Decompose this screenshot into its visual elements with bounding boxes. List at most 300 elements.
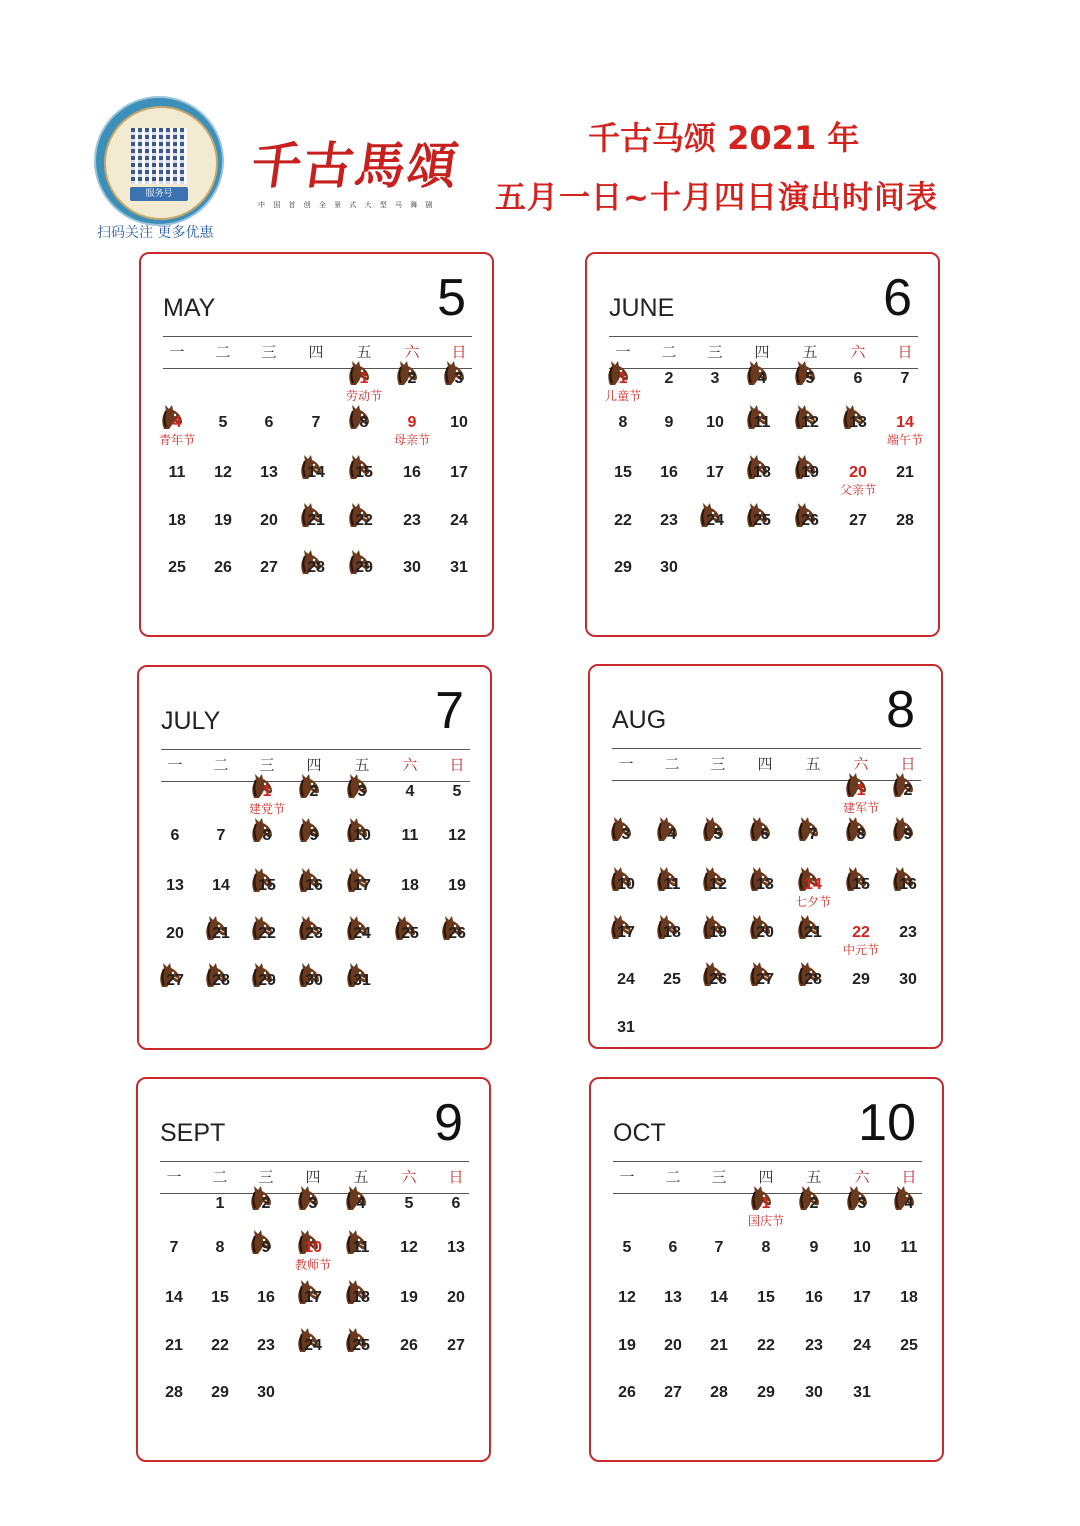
day-cell[interactable] [838,1235,886,1271]
day-cell[interactable] [742,1380,790,1416]
day-number: 23 [805,1337,823,1354]
day-number: 12 [448,827,466,844]
day-cell[interactable] [738,508,786,544]
day-cell[interactable] [151,823,199,859]
day-cell[interactable] [199,508,247,544]
day-cell[interactable] [388,555,436,591]
day-number: 21 [307,512,325,529]
day-cell[interactable] [599,366,647,402]
day-cell[interactable] [790,1235,838,1271]
day-cell[interactable] [741,920,789,956]
weekday-header: 二 [665,1168,681,1186]
day-cell[interactable] [603,1333,651,1369]
day-cell[interactable] [433,823,481,859]
day-cell[interactable] [742,1333,790,1369]
weekday-header: 一 [615,343,631,361]
day-number: 7 [900,370,910,387]
day-cell[interactable] [884,822,932,858]
day-number: 19 [801,464,819,481]
weekday-header: 三 [258,1168,274,1186]
day-cell[interactable] [834,508,882,544]
day-cell[interactable] [837,920,885,956]
day-cell[interactable] [150,1285,198,1321]
day-cell[interactable] [645,410,693,446]
day-cell[interactable] [338,968,386,1004]
weekday-header: 五 [356,343,372,361]
day-number: 19 [448,877,466,894]
day-number: 28 [165,1384,183,1401]
day-number: 27 [166,972,184,989]
holiday-label: 母亲节 [393,433,430,447]
day-number: 4 [667,826,677,843]
day-cell[interactable] [741,967,789,1003]
day-cell[interactable] [196,1285,244,1321]
day-cell[interactable] [435,366,483,402]
day-cell[interactable] [694,822,742,858]
day-cell[interactable] [290,873,338,909]
day-cell[interactable] [196,1333,244,1369]
day-cell[interactable] [691,410,739,446]
day-cell[interactable] [884,967,932,1003]
holiday-label: 建军节 [842,801,879,815]
day-cell[interactable] [242,1380,290,1416]
day-number: 9 [664,414,674,431]
day-cell[interactable] [245,508,293,544]
weekday-header: 一 [167,756,183,774]
day-number: 26 [801,512,819,529]
day-number: 25 [401,925,419,942]
day-number: 24 [706,512,724,529]
divider [160,1161,469,1162]
day-cell[interactable] [790,1333,838,1369]
day-number: 13 [664,1289,682,1306]
day-number: 8 [262,827,272,844]
day-number: 31 [617,1019,635,1036]
day-cell[interactable] [199,410,247,446]
day-cell[interactable] [196,1191,244,1227]
day-cell[interactable] [648,967,696,1003]
day-number: 13 [849,414,867,431]
day-cell[interactable] [603,1285,651,1321]
day-cell[interactable] [245,410,293,446]
day-cell[interactable] [884,872,932,908]
day-cell[interactable] [881,460,929,496]
weekday-header: 四 [306,756,322,774]
day-cell[interactable] [196,1380,244,1416]
day-cell[interactable] [603,1235,651,1271]
day-cell[interactable] [197,921,245,957]
month-name: MAY [163,294,216,322]
day-cell[interactable] [435,460,483,496]
day-cell[interactable] [153,555,201,591]
day-cell[interactable] [199,460,247,496]
day-cell[interactable] [695,1285,743,1321]
weekday-header: 三 [261,343,277,361]
day-cell[interactable] [884,778,932,814]
day-cell[interactable] [340,555,388,591]
day-cell[interactable] [694,920,742,956]
day-cell[interactable] [691,508,739,544]
day-cell[interactable] [602,1015,650,1051]
day-cell[interactable] [790,1191,838,1227]
month-card-sept [136,1077,491,1462]
day-number: 29 [355,559,373,576]
day-cell[interactable] [196,1235,244,1271]
day-number: 30 [403,559,421,576]
day-cell[interactable] [386,921,434,957]
day-cell[interactable] [838,1285,886,1321]
day-cell[interactable] [153,460,201,496]
day-number: 22 [852,924,870,941]
day-cell[interactable] [197,823,245,859]
day-cell[interactable] [388,366,436,402]
day-cell[interactable] [649,1380,697,1416]
day-cell[interactable] [599,508,647,544]
day-cell[interactable] [786,366,834,402]
day-cell[interactable] [243,823,291,859]
day-cell[interactable] [242,1285,290,1321]
day-cell[interactable] [242,1333,290,1369]
weekday-header: 日 [449,756,465,774]
day-cell[interactable] [599,555,647,591]
day-cell[interactable] [435,410,483,446]
day-number: 9 [903,826,913,843]
day-cell[interactable] [695,1380,743,1416]
day-cell[interactable] [884,920,932,956]
day-cell[interactable] [150,1380,198,1416]
day-cell[interactable] [694,967,742,1003]
day-number: 15 [258,877,276,894]
day-number: 2 [664,370,674,387]
day-cell[interactable] [388,410,436,446]
day-number: 7 [216,827,226,844]
day-number: 9 [261,1239,271,1256]
day-number: 6 [264,414,274,431]
day-number: 21 [710,1337,728,1354]
day-cell[interactable] [599,410,647,446]
day-cell[interactable] [881,508,929,544]
day-cell[interactable] [432,1235,480,1271]
day-cell[interactable] [602,822,650,858]
day-number: 10 [617,876,635,893]
day-number: 5 [452,783,462,800]
day-cell[interactable] [435,555,483,591]
day-cell[interactable] [385,1285,433,1321]
day-cell[interactable] [150,1333,198,1369]
day-number: 15 [211,1289,229,1306]
day-number: 11 [352,1239,370,1256]
weekday-header: 二 [213,756,229,774]
day-number: 25 [168,559,186,576]
day-cell[interactable] [433,873,481,909]
day-number: 30 [305,972,323,989]
month-name: JULY [161,707,221,735]
weekday-header: 日 [897,343,913,361]
day-cell[interactable] [649,1235,697,1271]
day-number: 1 [359,370,369,387]
day-number: 23 [257,1337,275,1354]
day-cell[interactable] [742,1235,790,1271]
day-number: 14 [165,1289,183,1306]
day-cell[interactable] [151,968,199,1004]
day-cell[interactable] [242,1191,290,1227]
day-cell[interactable] [385,1235,433,1271]
day-cell[interactable] [885,1333,933,1369]
day-cell[interactable] [386,779,434,815]
day-number: 23 [899,924,917,941]
day-cell[interactable] [432,1333,480,1369]
day-cell[interactable] [151,873,199,909]
day-cell[interactable] [602,967,650,1003]
day-cell[interactable] [338,779,386,815]
day-cell[interactable] [738,460,786,496]
day-cell[interactable] [386,823,434,859]
day-cell[interactable] [599,460,647,496]
day-cell[interactable] [789,822,837,858]
day-number: 3 [308,1195,318,1212]
day-number: 25 [900,1337,918,1354]
day-number: 31 [353,972,371,989]
day-cell[interactable] [386,873,434,909]
holiday-label: 端午节 [886,433,923,447]
day-number: 13 [260,464,278,481]
holiday-label: 建党节 [248,802,285,816]
day-cell[interactable] [838,1333,886,1369]
day-cell[interactable] [648,822,696,858]
brand-subtitle: 中 国 首 创 全 景 式 大 型 马 舞 剧 [258,201,436,209]
day-cell[interactable] [337,1191,385,1227]
month-card-may [139,252,494,637]
day-cell[interactable] [838,1191,886,1227]
day-number: 11 [753,414,771,431]
day-cell[interactable] [786,508,834,544]
day-cell[interactable] [691,366,739,402]
day-number: 20 [166,925,184,942]
day-cell[interactable] [885,1235,933,1271]
day-cell[interactable] [243,779,291,815]
day-number: 2 [903,782,913,799]
day-number: 12 [400,1239,418,1256]
month-card-june [585,252,940,637]
day-cell[interactable] [245,555,293,591]
day-cell[interactable] [289,1285,337,1321]
day-number: 2 [309,783,319,800]
day-cell[interactable] [150,1235,198,1271]
day-cell[interactable] [742,1191,790,1227]
day-number: 22 [211,1337,229,1354]
day-cell[interactable] [881,366,929,402]
day-cell[interactable] [338,873,386,909]
day-cell[interactable] [435,508,483,544]
holiday-label: 七夕节 [794,895,831,909]
day-number: 25 [663,971,681,988]
day-cell[interactable] [290,921,338,957]
day-cell[interactable] [433,921,481,957]
logo-badge: 服务号 [130,187,188,201]
day-cell[interactable] [337,1285,385,1321]
day-number: 10 [853,1239,871,1256]
day-cell[interactable] [388,460,436,496]
day-cell[interactable] [789,872,837,908]
day-number: 21 [896,464,914,481]
day-cell[interactable] [151,921,199,957]
day-cell[interactable] [292,555,340,591]
day-cell[interactable] [337,1235,385,1271]
day-cell[interactable] [337,1333,385,1369]
day-cell[interactable] [432,1285,480,1321]
day-number: 18 [753,464,771,481]
day-cell[interactable] [837,872,885,908]
day-number: 3 [621,826,631,843]
day-number: 29 [852,971,870,988]
day-cell[interactable] [695,1333,743,1369]
day-cell[interactable] [786,410,834,446]
day-number: 16 [805,1289,823,1306]
day-cell[interactable] [292,460,340,496]
weekday-header: 二 [661,343,677,361]
day-number: 8 [761,1239,771,1256]
day-number: 8 [618,414,628,431]
day-cell[interactable] [153,410,201,446]
day-number: 15 [355,464,373,481]
divider [609,336,918,337]
day-cell[interactable] [694,872,742,908]
day-cell[interactable] [602,920,650,956]
day-cell[interactable] [245,460,293,496]
day-number: 27 [260,559,278,576]
day-number: 20 [664,1337,682,1354]
day-number: 4 [757,370,767,387]
day-cell[interactable] [834,366,882,402]
day-cell[interactable] [649,1285,697,1321]
day-cell[interactable] [338,823,386,859]
day-cell[interactable] [649,1333,697,1369]
day-number: 7 [169,1239,179,1256]
holiday-label: 父亲节 [839,483,876,497]
day-cell[interactable] [199,555,247,591]
day-number: 20 [447,1289,465,1306]
day-number: 4 [172,414,182,431]
day-cell[interactable] [289,1333,337,1369]
day-cell[interactable] [153,508,201,544]
day-number: 3 [857,1195,867,1212]
day-cell[interactable] [738,410,786,446]
day-number: 6 [668,1239,678,1256]
day-cell[interactable] [243,968,291,1004]
day-number: 9 [809,1239,819,1256]
day-number: 16 [899,876,917,893]
day-cell[interactable] [645,366,693,402]
day-cell[interactable] [834,460,882,496]
day-cell[interactable] [432,1191,480,1227]
day-number: 29 [614,559,632,576]
day-cell[interactable] [289,1235,337,1271]
day-cell[interactable] [340,366,388,402]
day-cell[interactable] [738,366,786,402]
month-number: 8 [886,681,915,739]
day-cell[interactable] [338,921,386,957]
day-cell[interactable] [289,1191,337,1227]
day-cell[interactable] [388,508,436,544]
day-cell[interactable] [691,460,739,496]
day-cell[interactable] [648,920,696,956]
day-cell[interactable] [197,968,245,1004]
qr-code-logo[interactable] [96,98,222,224]
day-cell[interactable] [292,410,340,446]
day-number: 8 [856,826,866,843]
month-name: OCT [613,1119,666,1147]
page-subtitle: 五月一日~十月四日演出时间表 [495,180,938,216]
weekday-header: 三 [259,756,275,774]
weekday-header: 一 [169,343,185,361]
day-number: 23 [305,925,323,942]
day-cell[interactable] [292,508,340,544]
day-cell[interactable] [645,508,693,544]
day-cell[interactable] [790,1285,838,1321]
day-cell[interactable] [837,822,885,858]
weekday-header: 五 [354,756,370,774]
day-number: 14 [710,1289,728,1306]
day-cell[interactable] [385,1191,433,1227]
day-number: 19 [618,1337,636,1354]
day-cell[interactable] [340,508,388,544]
weekday-header: 三 [707,343,723,361]
day-cell[interactable] [243,921,291,957]
weekday-header: 五 [805,755,821,773]
month-card-oct [589,1077,944,1462]
day-number: 5 [218,414,228,431]
day-number: 12 [709,876,727,893]
day-number: 18 [401,877,419,894]
day-cell[interactable] [838,1380,886,1416]
day-cell[interactable] [885,1191,933,1227]
day-cell[interactable] [742,1285,790,1321]
day-cell[interactable] [695,1235,743,1271]
day-cell[interactable] [603,1380,651,1416]
day-cell[interactable] [645,555,693,591]
day-cell[interactable] [433,779,481,815]
day-number: 11 [168,464,186,481]
weekday-header: 一 [618,755,634,773]
month-name: JUNE [609,294,675,322]
day-cell[interactable] [290,968,338,1004]
day-cell[interactable] [602,872,650,908]
day-cell[interactable] [837,778,885,814]
day-cell[interactable] [290,823,338,859]
day-cell[interactable] [243,873,291,909]
weekday-header: 六 [854,1168,870,1186]
day-cell[interactable] [385,1333,433,1369]
day-cell[interactable] [885,1285,933,1321]
day-cell[interactable] [837,967,885,1003]
day-number: 22 [258,925,276,942]
day-number: 31 [853,1384,871,1401]
divider [161,749,470,750]
holiday-label: 儿童节 [604,389,641,403]
day-number: 12 [801,414,819,431]
day-cell[interactable] [648,872,696,908]
day-cell[interactable] [290,779,338,815]
day-cell[interactable] [881,410,929,446]
day-cell[interactable] [340,460,388,496]
day-cell[interactable] [741,822,789,858]
day-cell[interactable] [645,460,693,496]
day-number: 17 [853,1289,871,1306]
day-cell[interactable] [790,1380,838,1416]
day-cell[interactable] [197,873,245,909]
day-cell[interactable] [789,967,837,1003]
day-number: 28 [804,971,822,988]
